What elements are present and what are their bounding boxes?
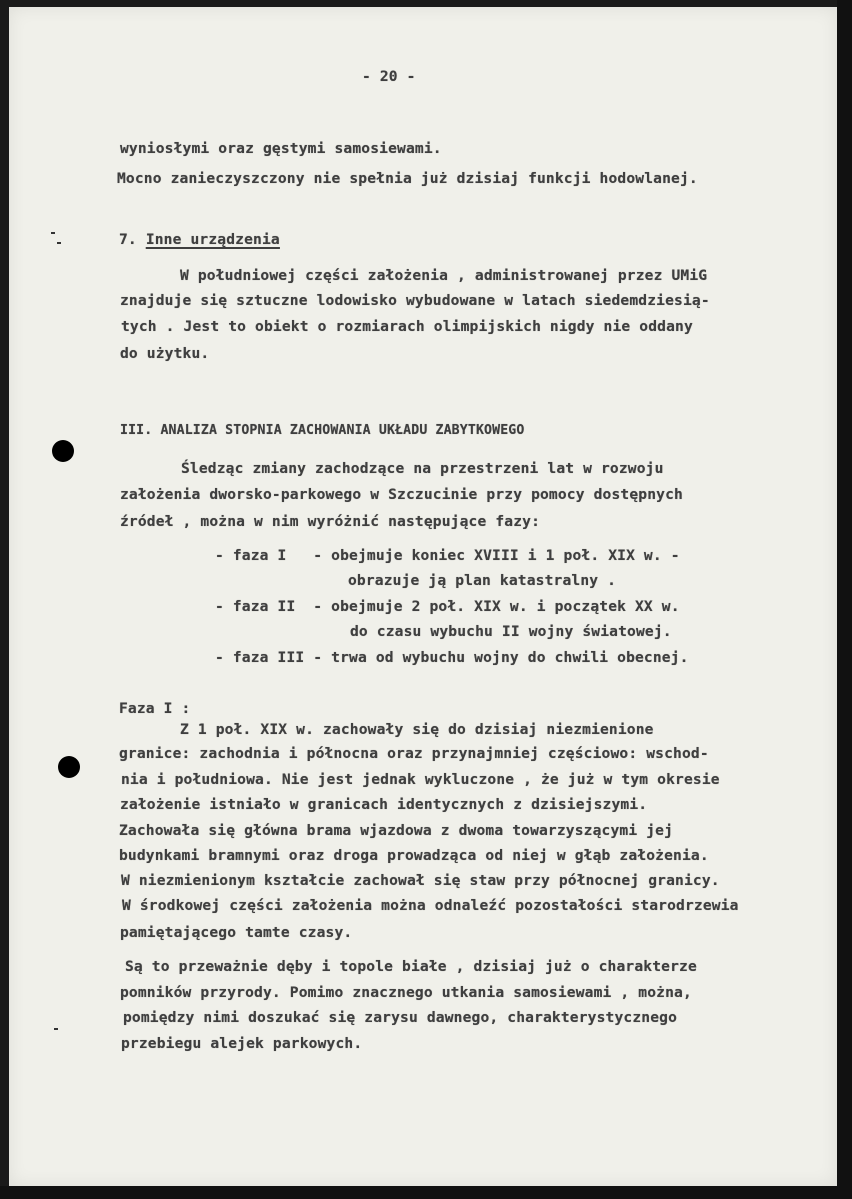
margin-mark <box>51 232 55 234</box>
section-heading <box>119 233 280 248</box>
text-line: budynkami bramnymi oraz droga prowadząca od niej w głąb założenia. <box>119 847 709 864</box>
phase-item: - faza I - obejmuje koniec XVIII i 1 poł. XIX w. - <box>215 547 680 564</box>
text-line: granice: zachodnia i północna oraz przynajmniej częściowo: wschod- <box>119 745 709 762</box>
phase-item: - faza III - trwa od wybuchu wojny do chwili obecnej. <box>215 649 689 666</box>
text-line: W środkowej części założenia można odnaleźć pozostałości starodrzewia <box>122 897 739 914</box>
text-line: założenia dworsko-parkowego w Szczucinie przy pomocy dostępnych <box>120 486 683 503</box>
text-line: pomników przyrody. Pomimo znacznego utkania samosiewami , można, <box>120 984 692 1001</box>
text-line: pamiętającego tamte czasy. <box>120 924 353 941</box>
text-line: Mocno zanieczyszczony nie spełnia już dzisiaj funkcji hodowlanej. <box>117 170 698 187</box>
text-line: wyniosłymi oraz gęstymi samosiewami. <box>120 140 442 157</box>
text-line: założenie istniało w granicach identycznych z dzisiejszymi. <box>120 796 648 813</box>
text-line: W południowej części założenia , administrowanej przez UMiG <box>180 267 708 284</box>
text-line: tych . Jest to obiekt o rozmiarach olimpijskich nigdy nie oddany <box>121 318 693 335</box>
phase-item-continuation: obrazuje ją plan katastralny . <box>348 572 617 589</box>
margin-mark <box>54 1028 58 1030</box>
scan-border-bottom <box>0 1186 852 1199</box>
phase-item: - faza II - obejmuje 2 poł. XIX w. i początek XX w. <box>215 598 680 615</box>
text-line: pomiędzy nimi doszukać się zarysu dawnego, charakterystycznego <box>123 1009 678 1026</box>
chapter-heading: III. ANALIZA STOPNIA ZACHOWANIA UKŁADU ZABYTKOWEGO <box>120 423 525 438</box>
margin-mark <box>57 242 61 244</box>
text-line: do użytku. <box>120 345 210 362</box>
text-line: Zachowała się główna brama wjazdowa z dwoma towarzyszącymi jej <box>119 822 674 839</box>
punch-hole <box>58 756 80 778</box>
text-line: przebiegu alejek parkowych. <box>121 1035 363 1052</box>
section-number: 7. <box>119 231 146 248</box>
text-line: Są to przeważnie dęby i topole białe , dzisiaj już o charakterze <box>125 958 697 975</box>
phase-item-continuation: do czasu wybuchu II wojny światowej. <box>350 623 672 640</box>
text-line: W niezmienionym kształcie zachował się staw przy północnej granicy. <box>121 872 720 889</box>
punch-hole <box>52 440 74 462</box>
section-title: Inne urządzenia <box>145 231 280 248</box>
text-line: Śledząc zmiany zachodzące na przestrzeni lat w rozwoju <box>181 460 664 477</box>
text-line: nia i południowa. Nie jest jednak wykluczone , że już w tym okresie <box>121 771 720 788</box>
text-line: źródeł , można w nim wyróżnić następujące fazy: <box>120 513 541 530</box>
text-line: Z 1 poł. XIX w. zachowały się do dzisiaj niezmienione <box>180 721 654 738</box>
page-number: - 20 - <box>362 68 416 85</box>
scan-border-right <box>837 0 852 1199</box>
phase-label: Faza I : <box>119 700 191 717</box>
text-line: znajduje się sztuczne lodowisko wybudowane w latach siedemdziesią- <box>120 292 710 309</box>
